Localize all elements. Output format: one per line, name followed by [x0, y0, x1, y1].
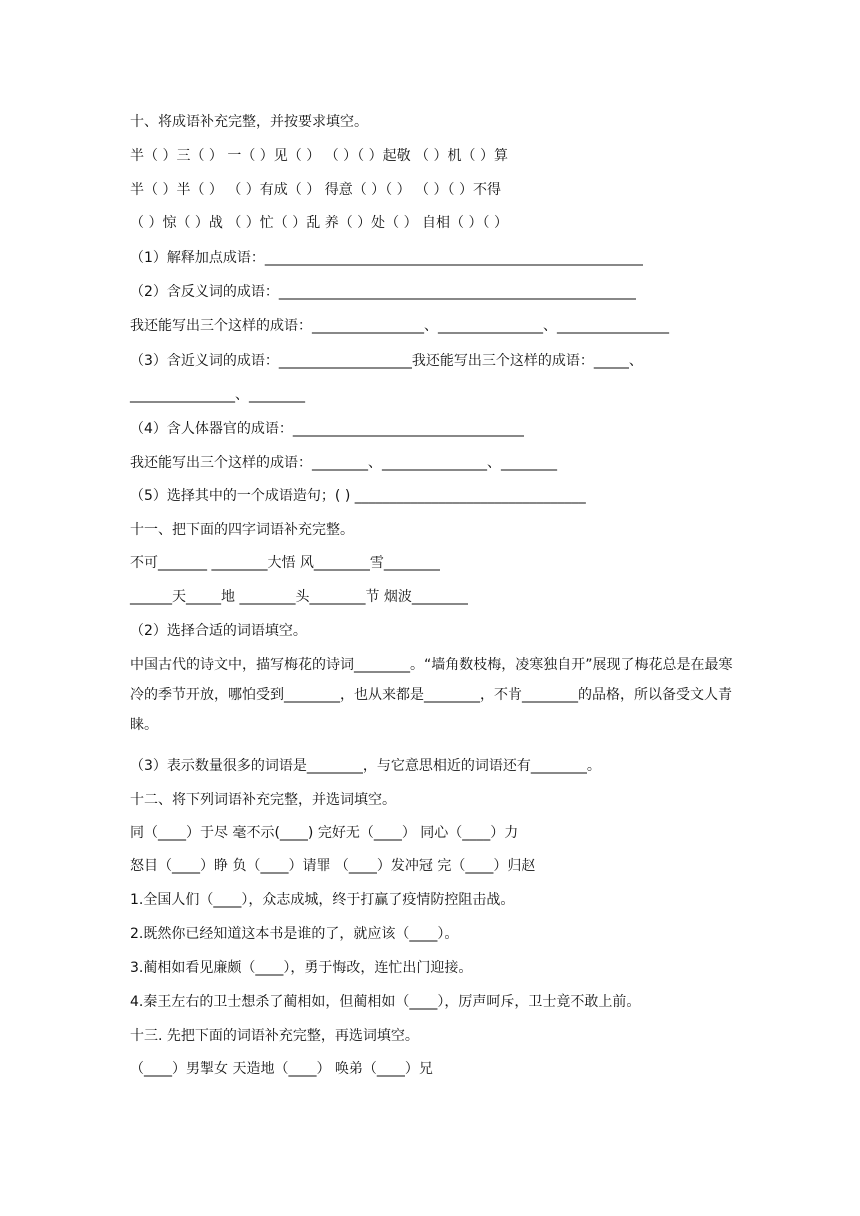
question-11-3: （3）表示数量很多的词语是________，与它意思相近的词语还有________。: [130, 758, 601, 774]
section-11-title: 十一、把下面的四字词语补充完整。: [130, 522, 354, 538]
fill-row-1: 不可_______ ________大悟 风________雪________: [130, 555, 440, 571]
plum-paragraph: 中国古代的诗文中，描写梅花的诗词________。“墙角数枝梅，凌寒独自开”展现了梅花总是在最寒冷的季节开放，哪怕受到________，也从来都是________，不肯________的品格，所以备受文人青睐。: [130, 657, 733, 733]
question-10-4: （4）含人体器官的成语：_________________________________: [130, 421, 524, 437]
question-10-3: （3）含近义词的成语：___________________我还能写出三个这样的成语：_____、: [130, 353, 643, 369]
idiom-row-1: 半（ ）三（ ） 一（ ）见（ ） （ ）（ ）起敬 （ ）机（ ）算: [130, 148, 508, 164]
sentence-4: 4.秦王左右的卫士想杀了蔺相如，但蔺相如（____），厉声呵斥，卫士竟不敢上前。: [130, 994, 641, 1010]
sentence-3: 3.蔺相如看见廉颇（____），勇于悔改，连忙出门迎接。: [130, 960, 473, 976]
question-10-2: （2）含反义词的成语：___________________________________________________: [130, 284, 636, 300]
sentence-2: 2.既然你已经知道这本书是谁的了，就应该（____）。: [130, 926, 459, 942]
question-10-5: （5）选择其中的一个成语造句；( ) _________________________________: [130, 488, 586, 504]
question-10-4-extra: 我还能写出三个这样的成语：________、_______________、________: [130, 455, 557, 471]
idiom-row-12-2: 怒目（____）睁 负（____）请罪 （____）发冲冠 完（____）归赵: [130, 858, 536, 874]
idiom-row-13-1: （____）男掣女 天造地（____） 唤弟（____）兄: [130, 1061, 433, 1077]
question-10-1: （1）解释加点成语：______________________________________________________: [130, 250, 643, 266]
section-13-title: 十三. 先把下面的词语补充完整，再选词填空。: [130, 1028, 419, 1044]
section-10-title: 十、将成语补充完整，并按要求填空。: [130, 114, 368, 130]
idiom-row-12-1: 同（____）于尽 毫不示(____) 完好无（____） 同心（____）力: [130, 825, 519, 841]
idiom-row-3: （ ）惊（ ）战 （ ）忙（ ）乱 养（ ）处（ ） 自相（ ）（ ）: [130, 215, 508, 231]
question-10-3-cont: _______________、________: [130, 387, 305, 403]
question-10-2-extra: 我还能写出三个这样的成语：________________、_______________、________________: [130, 318, 669, 334]
sentence-1: 1.全国人们（____），众志成城，终于打赢了疫情防控阻击战。: [130, 892, 515, 908]
question-11-2: （2）选择合适的词语填空。: [130, 623, 307, 639]
section-12-title: 十二、将下列词语补充完整，并选词填空。: [130, 792, 396, 808]
fill-row-2: ______天_____地 ________头________节 烟波________: [130, 589, 468, 605]
idiom-row-2: 半（ ）半（ ） （ ）有成（ ） 得意（ ）（ ） （ ）（ ）不得: [130, 182, 501, 198]
